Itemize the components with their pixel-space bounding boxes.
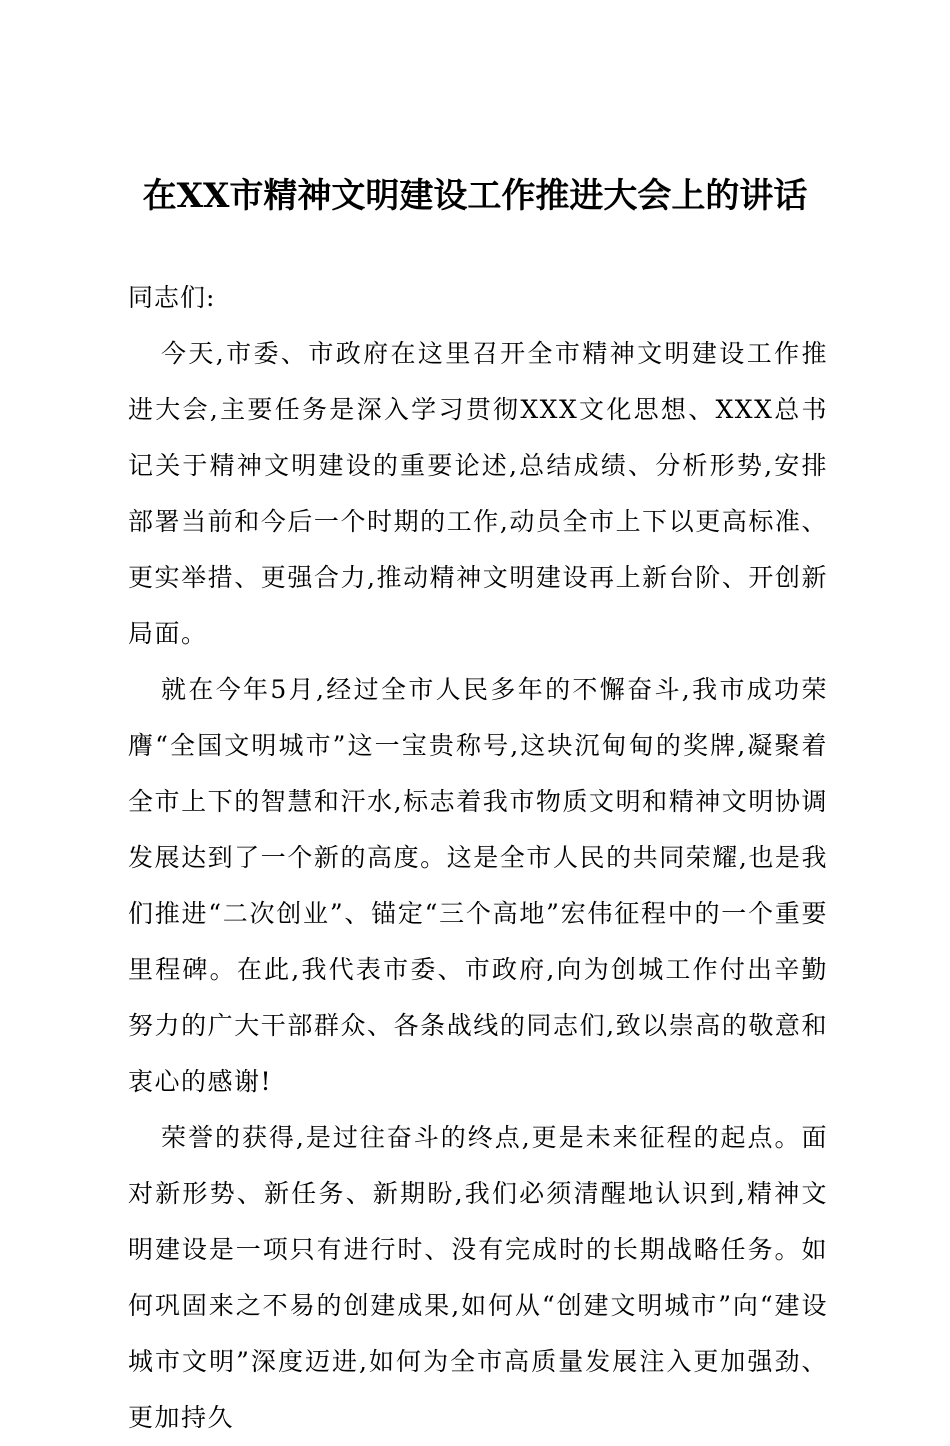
document-title: 在XX市精神文明建设工作推进大会上的讲话 bbox=[142, 176, 808, 216]
paragraph-3: 荣誉的获得,是过往奋斗的终点,更是未来征程的起点。面对新形势、新任务、新期盼,我们必须清醒地认识到,精神文明建设是一项只有进行时、没有完成时的长期战略任务。如何巩固来之不易的创建成果,如何从“创建文明城市”向“建设城市文明”深度迈进,如何为全市高质量发展注入更加强劲、更加持久 bbox=[128, 1122, 828, 1432]
paragraph-2: 就在今年5月,经过全市人民多年的不懈奋斗,我市成功荣膺“全国文明城市”这一宝贵称号,这块沉甸甸的奖牌,凝聚着全市上下的智慧和汗水,标志着我市物质文明和精神文明协调发展达到了一个新的高度。这是全市人民的共同荣耀,也是我们推进“二次创业”、锚定“三个高地”宏伟征程中的一个重要里程碑。在此,我代表市委、市政府,向为创城工作付出辛勤努力的广大干部群众、各条战线的同志们,致以崇高的敬意和衷心的感谢! bbox=[128, 674, 828, 1096]
paragraph-1: 今天,市委、市政府在这里召开全市精神文明建设工作推进大会,主要任务是深入学习贯彻XXX文化思想、XXX总书记关于精神文明建设的重要论述,总结成绩、分析形势,安排部署当前和今后一个时期的工作,动员全市上下以更高标准、更实举措、更强合力,推动精神文明建设再上新台阶、开创新局面。 bbox=[128, 338, 828, 648]
document-body bbox=[128, 271, 828, 1446]
salutation: 同志们: bbox=[128, 283, 216, 312]
